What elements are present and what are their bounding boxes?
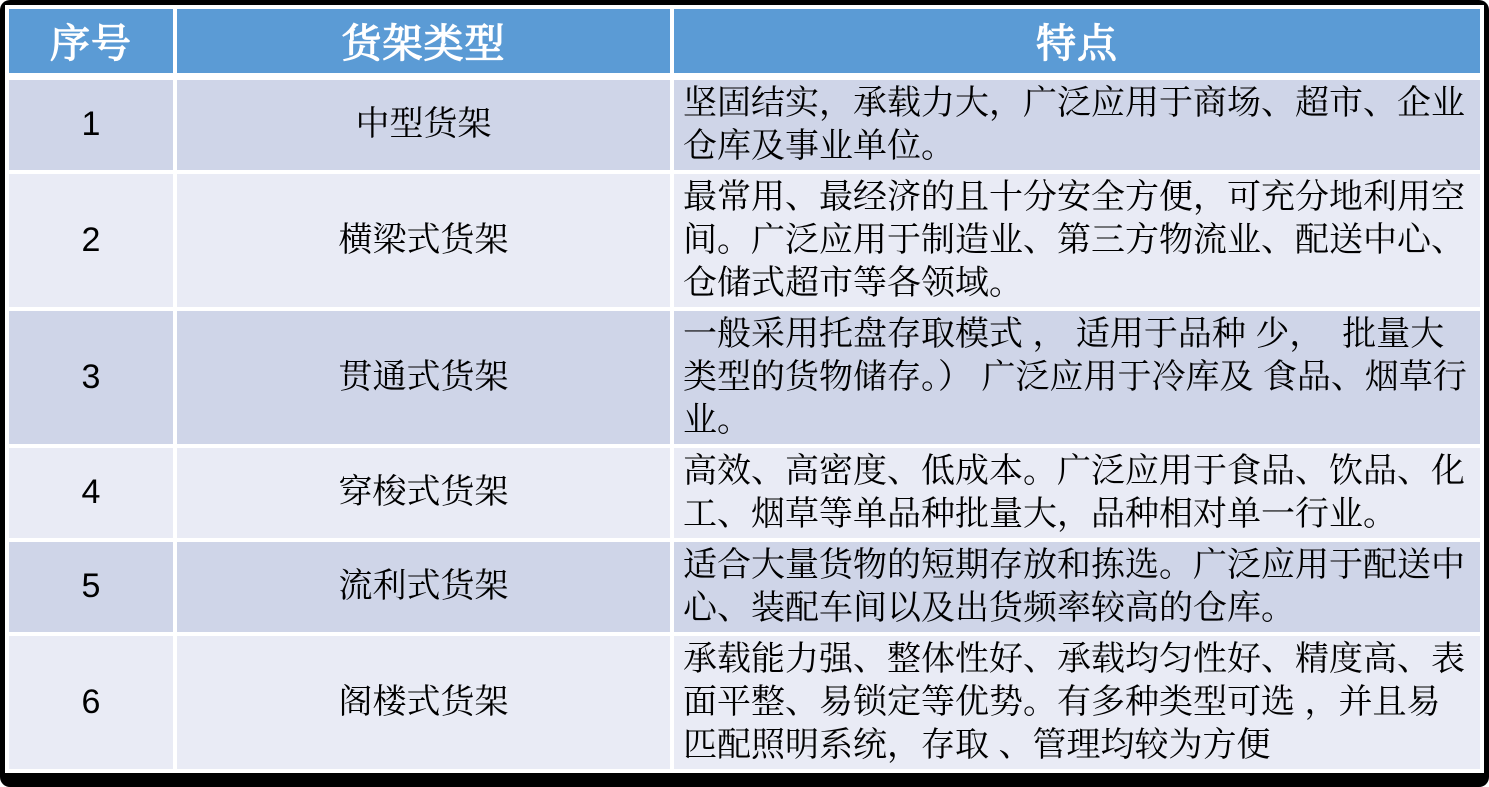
row-type-cell: 阁楼式货架 (175, 634, 672, 771)
row-type-cell: 贯通式货架 (175, 309, 672, 446)
row-number-cell: 5 (7, 540, 175, 634)
column-header-features: 特点 (672, 7, 1482, 76)
shelf-types-table (5, 5, 1484, 773)
row-number-cell: 6 (7, 634, 175, 771)
table-row (7, 76, 1482, 172)
row-number-cell: 3 (7, 309, 175, 446)
row-type-cell: 中型货架 (175, 76, 672, 172)
row-features-cell: 一般采用托盘存取模式 ， 适用于品种 少， 批量大类型的货物储存。） 广泛应用于冷库及 食品、烟草行业。 (672, 309, 1482, 446)
table-body (7, 76, 1482, 771)
row-features-cell: 坚固结实，承载力大，广泛应用于商场、超市、企业仓库及事业单位。 (672, 76, 1482, 172)
table-row (7, 540, 1482, 634)
row-type-cell: 穿梭式货架 (175, 446, 672, 540)
row-features-cell: 承载能力强、整体性好、承载均匀性好、精度高、表面平整、易锁定等优势。有多种类型可选 ，并且易匹配照明系统，存取 、管理均较为方便 (672, 634, 1482, 771)
row-features-cell: 最常用、最经济的且十分安全方便，可充分地利用空间。广泛应用于制造业、第三方物流业、配送中心、仓储式超市等各领域。 (672, 172, 1482, 309)
table-row (7, 172, 1482, 309)
row-type-cell: 流利式货架 (175, 540, 672, 634)
row-type-cell: 横梁式货架 (175, 172, 672, 309)
table-row (7, 446, 1482, 540)
column-header-number: 序号 (7, 7, 175, 76)
header-row (7, 7, 1482, 76)
table-row (7, 309, 1482, 446)
row-features-cell: 适合大量货物的短期存放和拣选。广泛应用于配送中心、装配车间以及出货频率较高的仓库。 (672, 540, 1482, 634)
row-features-cell: 高效、高密度、低成本。广泛应用于食品、饮品、化工、烟草等单品种批量大，品种相对单一行业。 (672, 446, 1482, 540)
row-number-cell: 2 (7, 172, 175, 309)
row-number-cell: 1 (7, 76, 175, 172)
column-header-shelf-type: 货架类型 (175, 7, 672, 76)
row-number-cell: 4 (7, 446, 175, 540)
table-header (7, 7, 1482, 76)
table-row (7, 634, 1482, 771)
